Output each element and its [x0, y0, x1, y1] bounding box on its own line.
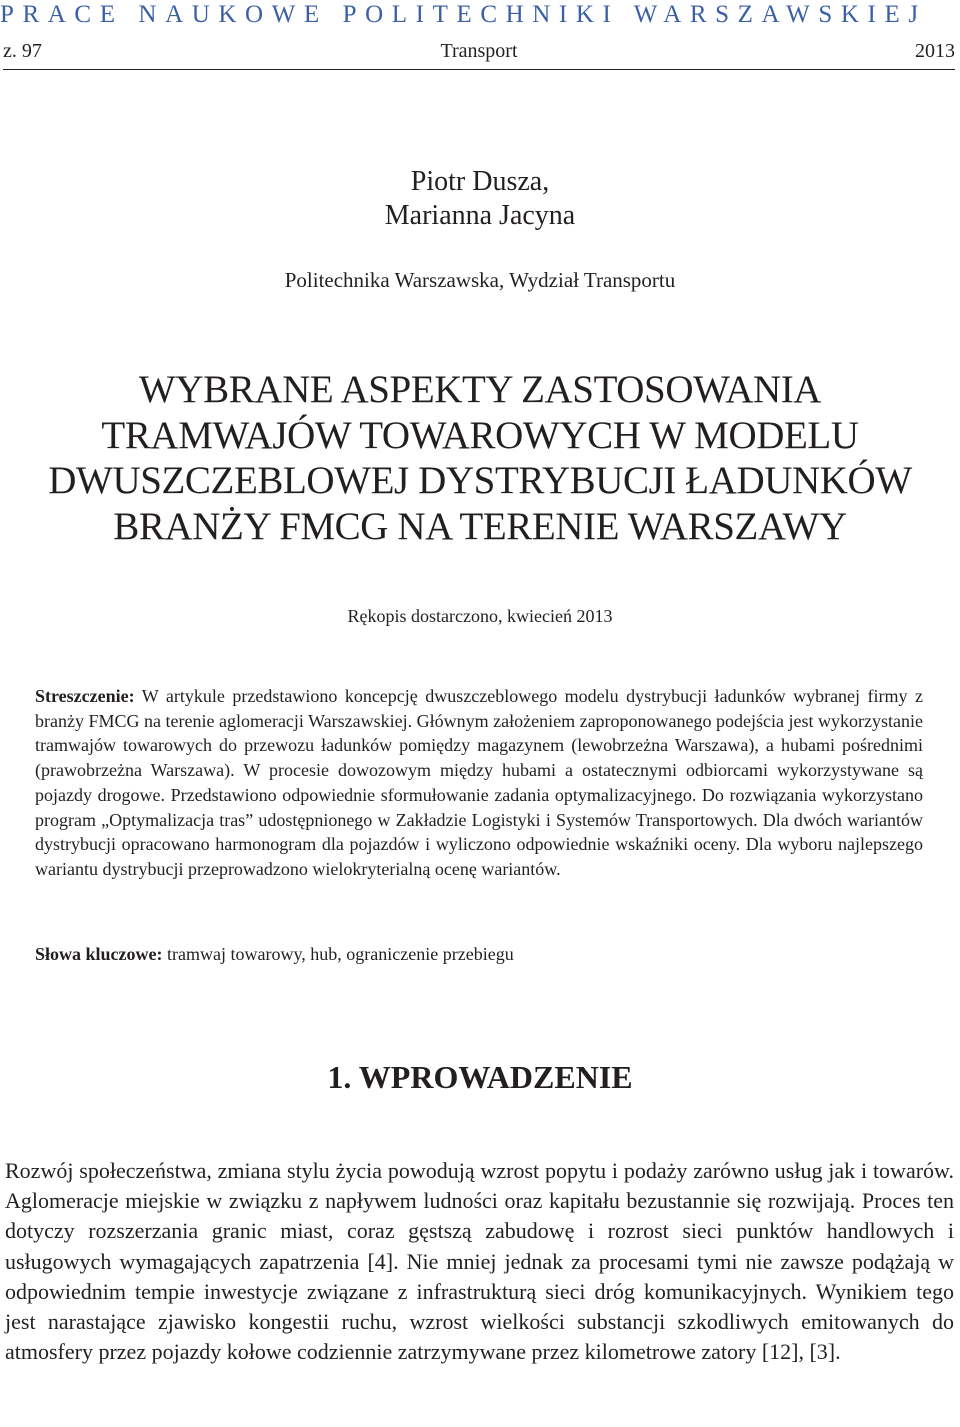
abstract — [35, 684, 923, 882]
issue-number: z. 97 — [3, 40, 42, 62]
authors — [0, 165, 960, 233]
journal-series-title: PRACE NAUKOWE POLITECHNIKI WARSZAWSKIEJ — [0, 1, 927, 28]
keywords — [35, 942, 923, 966]
keywords-label: Słowa kluczowe: — [35, 944, 163, 964]
author-line-1: Piotr Dusza, — [410, 166, 550, 197]
header-rule — [3, 69, 955, 70]
section-heading: 1. WPROWADZENIE — [327, 1059, 633, 1095]
abstract-text: W artykule przedstawiono koncepcję dwuszczeblowego modelu dystrybucji ładunków wybranej firmy z branży FMCG na terenie aglomeracji Warszawskiej. Głównym założeniem zaproponowanego podejścia jest wykorzystanie tramwajów towarowych do przewozu ładunków pomiędzy magazynem (lewobrzeżna Warszawa), a hubami pośrednimi (prawobrzeżna Warszawa). W procesie dowozowym między hubami a ostatecznymi odbiorcami wykorzystywane są pojazdy drogowe. Przedstawiono odpowiednie sformułowanie zadania optymalizacyjnego. Do rozwiązania wykorzystano program „Optymalizacja tras” udostępnionego w Zakładzie Logistyki i Systemów Transportowych. Dla dwóch wariantów dystrybucji opracowano harmonogram dla pojazdów i wyliczono odpowiednie wskaźniki oceny. Dla wyboru najlepszego wariantu dystrybucji przeprowadzono wielokryterialną ocenę wariantów. — [35, 686, 923, 879]
author-line-2: Marianna Jacyna — [384, 200, 576, 231]
keywords-text: tramwaj towarowy, hub, ograniczenie przebiegu — [167, 944, 514, 964]
title-line-4: BRANŻY FMCG NA TERENIE WARSZAWY — [113, 504, 847, 548]
affiliation: Politechnika Warszawska, Wydział Transportu — [284, 268, 676, 292]
title-line-1: WYBRANE ASPEKTY ZASTOSOWANIA — [138, 368, 822, 411]
received-date: Rękopis dostarczono, kwiecień 2013 — [347, 606, 613, 626]
paragraph: Rozwój społeczeństwa, zmiana stylu życia powodują wzrost popytu i podaży zarówno usług jak i towarów. Aglomeracje miejskie w związku z napływem ludności oraz kapitału bezustannie się rozwijają. Proces ten dotyczy rozszerzania granic miast, coraz gęstszą zabudowę i rozrost sieci punktów handlowych i usługowych wymagających zapatrzenia [4]. Nie mniej jednak za procesami tymi nie zawsze podążają w odpowiednim tempie inwestycje związane z infrastrukturą sieci dróg komunikacyjnych. Wynikiem tego jest narastające zjawisko kongestii ruchu, wzrost wielkości substancji szkodliwych emitowanych do atmosfery przez pojazdy kołowe codziennie zatrzymywane przez kilometrowe zatory [12], [3]. — [5, 1158, 954, 1365]
publication-year: 2013 — [915, 40, 955, 62]
body-text — [5, 1156, 954, 1367]
title-line-3: DWUSZCZEBLOWEJ DYSTRYBUCJI ŁADUNKÓW — [48, 459, 912, 502]
journal-section: Transport — [440, 40, 518, 62]
abstract-label: Streszczenie: — [35, 686, 135, 706]
paper-title — [0, 367, 960, 549]
title-line-2: TRAMWAJÓW TOWAROWYCH W MODELU — [101, 413, 859, 457]
